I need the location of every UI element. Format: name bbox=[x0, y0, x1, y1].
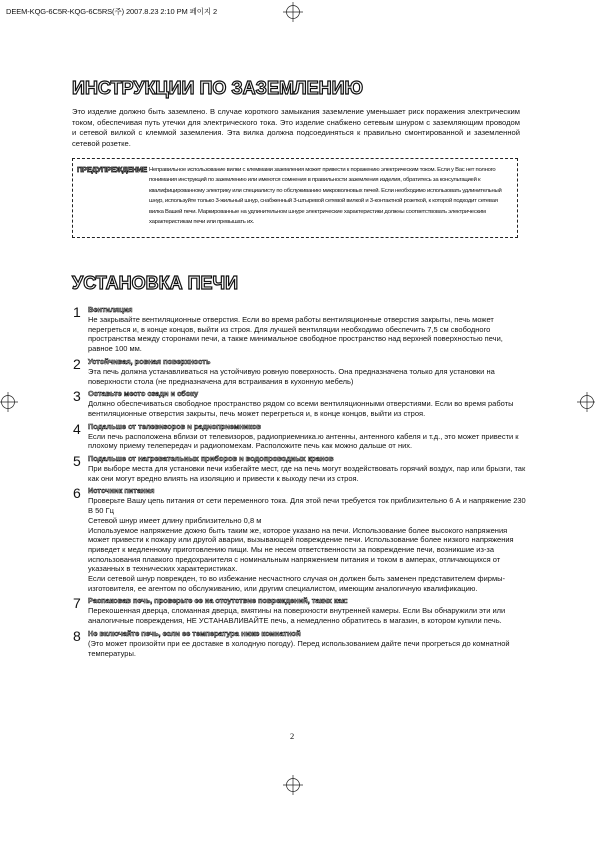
section-ventilation bbox=[72, 305, 527, 354]
section-heat-water bbox=[72, 454, 527, 483]
registration-mark-top-icon bbox=[283, 2, 303, 22]
section-body: При выборе места для установки печи избегайте мест, где на печь могут воздействовать горячий воздух, пар или брызги, так как они могут вредно влиять на изоляцию и привести к выходу печи из строя. bbox=[88, 464, 526, 483]
grounding-title: ИНСТРУКЦИИ ПО ЗАЗЕМЛЕНИЮ bbox=[72, 78, 364, 98]
print-header: DEEM-KQG-6C5R-KQG-6C5RS(주) 2007.8.23 2:10 PM 페이지 2 bbox=[6, 7, 218, 16]
section-room-temperature bbox=[72, 629, 527, 658]
section-body: (Это может произойти при ее доставке в холодную погоду). Перед использованием дайте печи прогреться до комнатной температуры. bbox=[88, 638, 510, 658]
grounding-intro: Это изделие должно быть заземлено. В случае короткого замыкания заземление уменьшает риск поражения электрическим током, обеспечивая путь утечки для электрического тока. Это изделие снабжено сетевым шнуром с заземляющим проводом и сетевой вилкой с клеммой заземления. Эта вилка должна подсоединяться к правильно смонтированной и заземленной сетевой розетке. bbox=[72, 107, 520, 148]
section-body: Проверьте Вашу цепь питания от сети переменного тока. Для этой печи требуется ток приблизительно 6 А и напряжение 230 В 50 Гц Сетевой шнур имеет длину приблизительно 0,8 м Используемое напряжение дожно быть таким же, которое указано на печи. Использование более высокого напряжения может привести к пожару или другой аварии, вызывающей повреждение печи. Использование более низкого напряжения приведет к медленному приготовлению пищи. Мы не несем ответственности за повреждение печи, возникшие из-за использования плавкого предохранителя с номинальным напряжением питания и током в амперах, отличающихся от указанных в технических характеристиках. Если сетевой шнур поврежден, то во избежание несчастного случая он должен быть заменен представителем фирмы-изготовителя, ее агентом по обслуживанию, или другим специалистом, имеющим аналогичную квалификацию. bbox=[88, 496, 526, 593]
section-body: Если печь расположена вблизи от телевизоров, радиоприемника.ю антенны, антенного кабеля и т.д., это может привести к плохому приему телепередач и радиопомехам. Расположите печь как можно дальше от них. bbox=[88, 431, 519, 451]
section-tv-radio bbox=[72, 422, 527, 451]
section-number: 1 bbox=[73, 304, 81, 320]
registration-mark-left-icon bbox=[0, 392, 18, 412]
installation-sections bbox=[72, 305, 527, 661]
section-body: Должно обеспечиваться свободное пространство рядом со всеми вентиляционными отверстиями. Если во время работы вентиляционные отверстия закрыты, печь может перегреться и, в конце концов, выйти из строя. bbox=[88, 399, 514, 418]
section-number: 2 bbox=[73, 355, 81, 372]
section-number: 7 bbox=[73, 595, 81, 612]
section-title: Источник питания bbox=[88, 486, 155, 496]
section-clearance bbox=[72, 389, 527, 418]
section-number: 3 bbox=[73, 388, 81, 405]
installation-title: УСТАНОВКА ПЕЧИ bbox=[72, 273, 239, 293]
page-number: 2 bbox=[290, 731, 295, 741]
section-body: Перекошенная дверца, сломанная дверца, вмятины на поверхности внутренней камеры. Если Вы обнаружили эти или аналогичные повреждения, НЕ УСТАНАВЛИВАЙТЕ печь, а немедленно обратитесь в магазин, в котором купили печь. bbox=[88, 606, 506, 626]
section-title: Вентиляция bbox=[88, 305, 133, 314]
section-body: Не закрывайте вентиляционные отверстия. Если во время работы вентиляционные отверстия закрыты, печь может перегреться и, в конце концов, выйти из строя. Для лучшей вентиляции необходимо обеспечить 7,5 см свободного пространства между сторонами печи, а также минимальное свободное пространство над верхней поверхностью печи, равное 100 мм. bbox=[88, 315, 503, 354]
section-title: Распаковав печь, проверьте ее на отсутствие повреждений, таких как: bbox=[88, 596, 348, 606]
section-title: Подальше от телевизоров и радиоприемников bbox=[88, 421, 261, 431]
section-level-surface bbox=[72, 357, 527, 386]
section-unpack-check bbox=[72, 596, 527, 625]
section-body: Эта печь должна устанавливаться на устойчивую ровную поверхность. Она предназначена только для установки на поверхности стола (не предназначена для встраивания в кухонную мебель) bbox=[88, 366, 495, 386]
section-title: Подальше от нагревательных приборов и водопроводных кранов bbox=[88, 454, 334, 464]
registration-mark-bottom-icon bbox=[283, 775, 303, 795]
section-power-supply bbox=[72, 486, 527, 593]
section-number: 8 bbox=[73, 627, 81, 644]
section-title: Оставьте место сзади и сбоку bbox=[88, 389, 199, 399]
warning-text: Неправильное использование вилки с клеммами заземления может привести к поражению электрическим током. Если у Вас нет полного понимания инструкций по заземлению или имеются сомнения в правильности заземления изделия, обратитесь за консультацией к квалифицированному электрику или специалисту по обслуживанию микроволновых печей. Если необходимо использовать удлинительный шнур, используйте только 3-жильный шнур, снабженный 3-штыревой сетевой вилкой и 3-контактной розеткой, к которой подходит сетевая вилка Вашей печи. Маркированные на удлинительном шнуре электрические характеристики должны соответствовать электрическим характеристикам печи или превышать их. bbox=[149, 167, 502, 226]
section-number: 6 bbox=[73, 485, 81, 502]
section-title: Устойчивая, ровная поверхность bbox=[88, 356, 211, 366]
warning-label: ПРЕДУПРЕЖДЕНИЕ bbox=[77, 165, 147, 174]
section-number: 4 bbox=[73, 420, 81, 437]
section-number: 5 bbox=[73, 453, 81, 470]
registration-mark-right-icon bbox=[577, 392, 595, 412]
warning-box bbox=[72, 158, 518, 238]
section-title: Не включайте печь, если ее температура ниже комнатной bbox=[88, 628, 301, 638]
